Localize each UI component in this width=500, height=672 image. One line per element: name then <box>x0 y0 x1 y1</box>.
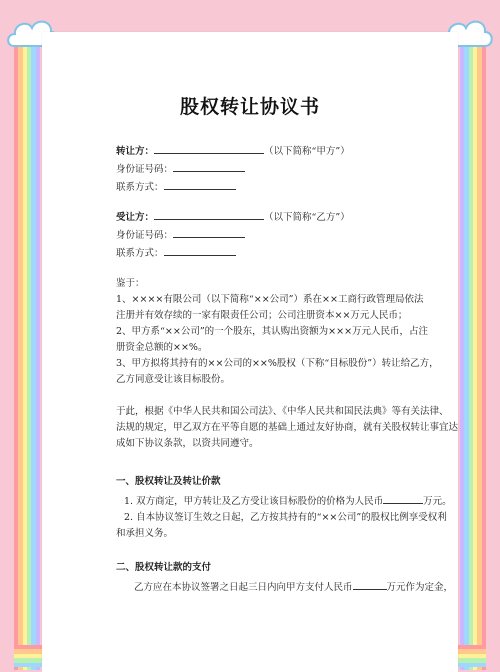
party-a-alias: （以下简称“甲方”） <box>264 146 350 157</box>
preamble-line: 成如下协议条款，以资共同遵守。 <box>116 438 259 449</box>
party-a-id-line <box>116 162 245 176</box>
party-a-contact-label: 联系方式： <box>116 182 164 193</box>
section-1-item-1-text: 1. 双方商定，甲方转让及乙方受让该目标股份的价格为人民币 <box>124 496 384 507</box>
deposit-blank[interactable] <box>353 580 387 590</box>
party-b-line <box>116 210 350 224</box>
party-a-id-blank[interactable] <box>173 162 245 172</box>
whereas-line: 3、甲方拟将其持有的××公司的××%股权（下称“目标股份”）转让给乙方， <box>116 358 439 369</box>
whereas-line: 乙方同意受让该目标股份。 <box>116 374 231 385</box>
whereas-line: 2、甲方系“××公司”的一个股东，其认购出资额为×××万元人民币，占注 <box>116 326 429 337</box>
party-a-line <box>116 144 350 158</box>
party-b-contact-label: 联系方式： <box>116 248 164 259</box>
party-a-label: 转让方： <box>116 146 155 157</box>
section-1-heading: 一、股权转让及转让价款 <box>116 476 221 487</box>
section-1-item-1-unit: 万元。 <box>423 496 452 507</box>
whereas-line: 1、××××有限公司（以下简称“××公司”）系在××工商行政管理局依法 <box>116 294 424 305</box>
document-page <box>42 32 458 672</box>
section-2-suffix: 万元作为定金， <box>386 582 454 593</box>
whereas-line: 册资金总额的××%。 <box>116 342 208 353</box>
party-b-contact-blank[interactable] <box>164 246 236 256</box>
party-b-alias: （以下简称“乙方”） <box>264 212 350 223</box>
stripe <box>36 30 40 670</box>
section-1-item-2-cont: 和承担义务。 <box>116 528 174 539</box>
party-a-id-label: 身份证号码： <box>116 164 174 175</box>
party-b-id-blank[interactable] <box>173 228 245 238</box>
preamble-line: 于此，根据《中华人民共和国公司法》、《中华人民共和国民法典》等有关法律、 <box>116 406 449 417</box>
section-2-text: 乙方应在本协议签署之日起三日内向甲方支付人民币 <box>134 582 353 593</box>
section-1-item-2: 2. 自本协议签订生效之日起，乙方按其持有的“××公司”的股权比例享受权利 <box>124 512 447 523</box>
party-b-contact-line <box>116 246 236 260</box>
party-b-id-label: 身份证号码： <box>116 230 174 241</box>
party-a-contact-blank[interactable] <box>164 180 236 190</box>
preamble-line: 法规的规定，甲乙双方在平等自愿的基础上通过友好协商，就有关股权转让事宜达 <box>116 422 459 433</box>
party-a-name-blank[interactable] <box>154 144 264 154</box>
party-b-label: 受让方： <box>116 212 155 223</box>
price-blank[interactable] <box>383 494 423 504</box>
party-b-id-line <box>116 228 245 242</box>
right-rainbow-border <box>460 30 486 670</box>
document-title: 股权转让协议书 <box>179 96 320 118</box>
whereas-line: 注册并有效存续的一家有限责任公司；公司注册资本××万元人民币； <box>116 310 408 321</box>
whereas-heading: 鉴于： <box>116 278 145 289</box>
party-b-name-blank[interactable] <box>154 210 264 220</box>
stripe <box>482 30 486 670</box>
party-a-contact-line <box>116 180 236 194</box>
section-1-item-1 <box>124 494 452 508</box>
section-2-line <box>134 580 453 594</box>
section-2-heading: 二、股权转让款的支付 <box>116 562 212 573</box>
left-rainbow-border <box>14 30 40 670</box>
